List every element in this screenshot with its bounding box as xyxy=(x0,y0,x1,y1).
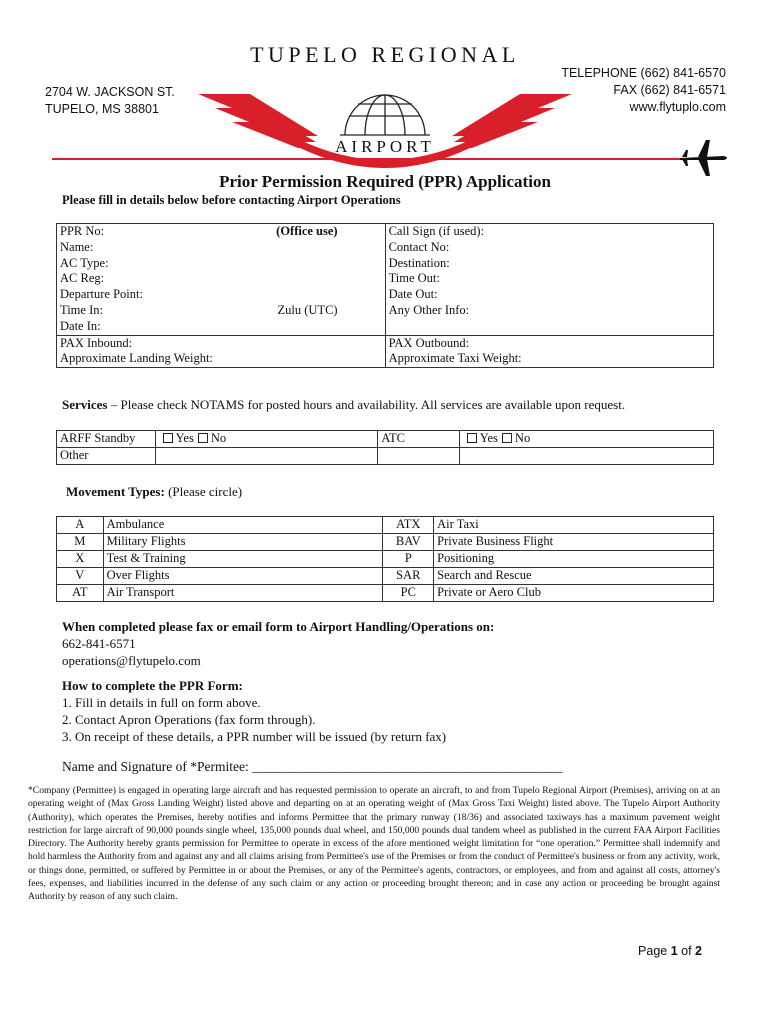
atc-yes-checkbox[interactable] xyxy=(467,433,477,443)
field-label: Departure Point: xyxy=(60,287,143,302)
ppr-left-cell[interactable] xyxy=(57,256,386,272)
field-label: PPR No: xyxy=(60,224,105,238)
arff-no-checkbox[interactable] xyxy=(198,433,208,443)
ppr-left-cell[interactable] xyxy=(57,335,386,351)
ppr-left-cell[interactable] xyxy=(57,224,386,240)
table-row xyxy=(57,517,714,534)
completion-heading: When completed please fax or email form to Airport Handling/Operations on: xyxy=(62,619,495,634)
address-line: TUPELO, MS 38801 xyxy=(45,102,159,116)
services-label: Services xyxy=(62,397,108,412)
movement-label: Movement Types: xyxy=(66,484,165,499)
table-row xyxy=(57,256,714,272)
how-to-heading: How to complete the PPR Form: xyxy=(62,678,243,693)
table-row xyxy=(57,271,714,287)
ppr-left-cell[interactable] xyxy=(57,319,386,335)
ppr-right-cell[interactable] xyxy=(385,319,713,335)
page-number xyxy=(638,944,702,958)
address-block xyxy=(45,84,175,118)
brand-name-bottom: AIRPORT xyxy=(335,137,435,156)
header-rule xyxy=(52,158,682,160)
signature-line[interactable]: Name and Signature of *Permitee: ______________________________________________ xyxy=(62,759,563,774)
movement-code[interactable]: M xyxy=(57,534,104,551)
table-row xyxy=(57,448,714,465)
page-current: 1 xyxy=(670,944,678,958)
arff-options xyxy=(155,431,378,448)
services-heading xyxy=(62,397,625,413)
table-row xyxy=(57,431,714,448)
fax: FAX (662) 841-6571 xyxy=(613,83,726,97)
no-label: No xyxy=(514,431,531,445)
other-label: Other xyxy=(57,448,156,465)
movement-heading xyxy=(66,484,242,500)
telephone: TELEPHONE (662) 841-6570 xyxy=(561,66,726,80)
completion-instructions xyxy=(62,618,494,669)
ppr-left-cell[interactable] xyxy=(57,351,386,367)
atc-label: ATC xyxy=(378,431,459,448)
step-item: 3. On receipt of these details, a PPR number will be issued (by return fax) xyxy=(62,729,447,744)
ppr-right-cell[interactable]: Time Out: xyxy=(385,271,713,287)
arff-yes-checkbox[interactable] xyxy=(163,433,173,443)
website-link[interactable]: www.flytuplo.com xyxy=(629,100,726,114)
table-row xyxy=(57,351,714,367)
email-link[interactable]: operations@flytupelo.com xyxy=(62,653,201,668)
legal-fineprint: *Company (Permittee) is engaged in operating large aircraft and has requested permission to operate an aircraft, to and from Tupelo Regional Airport (Premises), arriving on at an operating weight of (Max Gross Landing Weight) listed above and departing on at an operating weight of (Max Gross Taxi Weight) listed above. The Tupelo Airport Authority (Authority), which operates the Premises, hereby notifies and informs Permittee that the primary runway (18/36) and associated taxiways has a maximum pavement weight restriction for large aircraft of 90,000 pounds single wheel, 135,000 pounds dual wheel, and 150,000 pounds dual tandem wheel as published in the current FAA Airport Facilities Directory. The Authority hereby grants permission for Permittee to operate in excess of the afore mentioned weight limitation for “one operation.” Permittee shall indemnify and hold harmless the Authority from and against any and all claims arising from Permittee's use of the Premises or from the conduct of Permittee's business or from any activity, work, or things done, permitted, or suffered by Permittee in or about the Premises, or any of the Permittee's agents, contractors, or employees, and from and against all costs, attorney's fees, expenses, and liabilities incurred in the defense of any such claim or any action or proceeding brought thereon; and in case any action or proceeding be brought against Authority by reason of any such claim. xyxy=(28,785,720,903)
empty-cell xyxy=(459,448,713,465)
ppr-left-cell[interactable] xyxy=(57,303,386,319)
globe-icon xyxy=(340,95,430,135)
ppr-left-cell[interactable] xyxy=(57,287,386,303)
contact-block xyxy=(561,65,726,116)
movement-name[interactable]: Positioning xyxy=(434,551,714,568)
movement-name[interactable]: Ambulance xyxy=(103,517,383,534)
field-label: Name: xyxy=(60,239,94,254)
empty-cell xyxy=(378,448,459,465)
fax-number: 662-841-6571 xyxy=(62,636,136,651)
yes-label: Yes xyxy=(175,431,194,445)
movement-code[interactable]: A xyxy=(57,517,104,534)
ppr-right-cell[interactable]: Destination: xyxy=(385,256,713,272)
movement-code[interactable]: BAV xyxy=(383,534,434,551)
movement-code[interactable]: SAR xyxy=(383,568,434,585)
movement-code[interactable]: V xyxy=(57,568,104,585)
address-line: 2704 W. JACKSON ST. xyxy=(45,85,175,99)
arff-label: ARFF Standby xyxy=(57,431,156,448)
services-text: – Please check NOTAMS for posted hours and availability. All services are available upon request. xyxy=(107,397,626,412)
movement-code[interactable]: PC xyxy=(383,585,434,602)
brand-name-top: TUPELO REGIONAL xyxy=(250,42,520,67)
other-field[interactable] xyxy=(155,448,378,465)
movement-code[interactable]: ATX xyxy=(383,517,434,534)
field-label: PAX Inbound: xyxy=(60,335,133,350)
movement-name[interactable]: Search and Rescue xyxy=(434,568,714,585)
table-row xyxy=(57,585,714,602)
table-row xyxy=(57,319,714,335)
movement-name[interactable]: Over Flights xyxy=(103,568,383,585)
movement-note: (Please circle) xyxy=(164,484,243,499)
ppr-details-table xyxy=(56,223,714,368)
table-row xyxy=(57,287,714,303)
table-row xyxy=(57,568,714,585)
how-to-section xyxy=(62,677,446,745)
atc-options xyxy=(459,431,713,448)
ppr-left-cell[interactable] xyxy=(57,240,386,256)
table-row xyxy=(57,303,714,319)
ppr-right-cell[interactable]: Approximate Taxi Weight: xyxy=(385,351,713,367)
field-note: Zulu (UTC) xyxy=(277,302,338,317)
page-of: of xyxy=(677,944,696,958)
yes-label: Yes xyxy=(479,431,498,445)
field-label: AC Type: xyxy=(60,255,109,270)
movement-name[interactable]: Air Transport xyxy=(103,585,383,602)
movement-name[interactable]: Military Flights xyxy=(103,534,383,551)
page-prefix: Page xyxy=(638,944,671,958)
movement-code[interactable]: AT xyxy=(57,585,104,602)
page-title: Prior Permission Required (PPR) Application xyxy=(219,172,551,191)
table-row xyxy=(57,240,714,256)
movement-code[interactable]: P xyxy=(383,551,434,568)
ppr-right-cell[interactable]: Any Other Info: xyxy=(385,303,713,319)
ppr-left-cell[interactable] xyxy=(57,271,386,287)
field-note: (Office use) xyxy=(276,224,338,238)
field-label: Approximate Landing Weight: xyxy=(60,351,213,366)
movement-code[interactable]: X xyxy=(57,551,104,568)
field-label: AC Reg: xyxy=(60,271,105,286)
no-label: No xyxy=(210,431,227,445)
ppr-right-cell[interactable]: PAX Outbound: xyxy=(385,335,713,351)
ppr-right-cell[interactable]: Call Sign (if used): xyxy=(385,224,713,240)
field-label: Date In: xyxy=(60,318,101,333)
field-label: Time In: xyxy=(60,302,103,317)
movement-name[interactable]: Private or Aero Club xyxy=(434,585,714,602)
movement-name[interactable]: Air Taxi xyxy=(434,517,714,534)
step-item: 1. Fill in details in full on form above. xyxy=(62,695,261,710)
table-row xyxy=(57,335,714,351)
atc-no-checkbox[interactable] xyxy=(502,433,512,443)
ppr-right-cell[interactable]: Date Out: xyxy=(385,287,713,303)
services-table xyxy=(56,430,714,465)
page-subtitle: Please fill in details below before contacting Airport Operations xyxy=(62,193,401,207)
movement-types-table xyxy=(56,516,714,602)
ppr-right-cell[interactable]: Contact No: xyxy=(385,240,713,256)
table-row xyxy=(57,224,714,240)
table-row xyxy=(57,534,714,551)
movement-name[interactable]: Test & Training xyxy=(103,551,383,568)
table-row xyxy=(57,551,714,568)
movement-name[interactable]: Private Business Flight xyxy=(434,534,714,551)
page-total: 2 xyxy=(695,944,702,958)
step-item: 2. Contact Apron Operations (fax form through). xyxy=(62,712,316,727)
